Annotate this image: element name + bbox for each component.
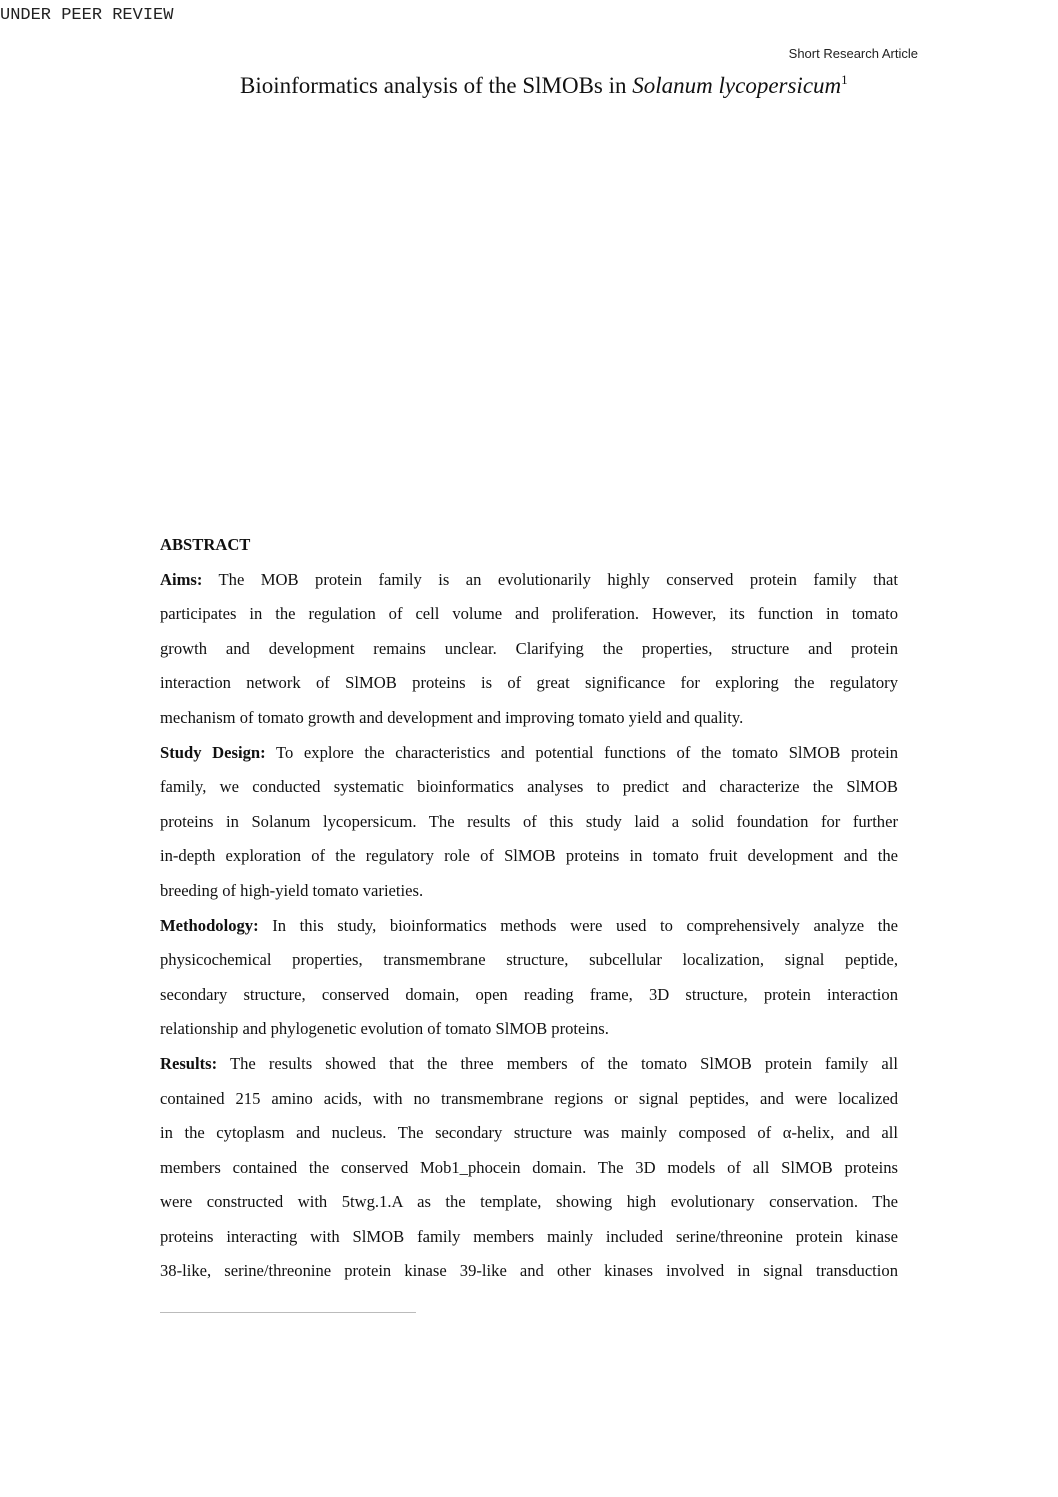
text-line (160, 736, 898, 771)
line-text: In this study, bioinformatics methods were used to comprehensively analyze the (258, 915, 898, 935)
line-text: breeding of high-yield tomato varieties. (160, 880, 424, 900)
abstract-paragraph (160, 563, 898, 736)
text-line (160, 632, 898, 667)
paper-title (240, 72, 848, 99)
text-line (160, 839, 898, 874)
text-line (160, 909, 898, 944)
text-line (160, 597, 898, 632)
abstract-paragraphs (160, 563, 898, 1289)
abstract-paragraph (160, 736, 898, 909)
text-line (160, 805, 898, 840)
abstract-paragraph (160, 909, 898, 1047)
text-line (160, 1012, 898, 1047)
text-line (160, 978, 898, 1013)
footnote-separator (160, 1312, 416, 1313)
text-line (160, 1185, 898, 1220)
line-text: The results showed that the three members of the tomato SlMOB protein family all (217, 1053, 898, 1073)
line-text: members contained the conserved Mob1_phocein domain. The 3D models of all SlMOB proteins (160, 1157, 898, 1177)
title-text: Bioinformatics analysis of the SlMOBs in (240, 73, 633, 98)
text-line (160, 1220, 898, 1255)
text-line (160, 770, 898, 805)
title-footnote-mark: 1 (841, 72, 848, 87)
text-line (160, 701, 898, 736)
paragraph-label: Aims: (160, 569, 203, 589)
line-text: relationship and phylogenetic evolution of tomato SlMOB proteins. (160, 1019, 609, 1039)
text-line (160, 1116, 898, 1151)
text-line (160, 943, 898, 978)
line-text: were constructed with 5twg.1.A as the template, showing high evolutionary conservation. The (160, 1192, 898, 1212)
text-line (160, 563, 898, 598)
line-text: in the cytoplasm and nucleus. The secondary structure was mainly composed of α-helix, and all (160, 1123, 898, 1143)
text-line (160, 1254, 898, 1289)
text-line (160, 1151, 898, 1186)
abstract (160, 528, 898, 1289)
paragraph-label: Results: (160, 1053, 218, 1073)
text-line (160, 1082, 898, 1117)
under-review-watermark: UNDER PEER REVIEW (0, 6, 174, 25)
line-text: secondary structure, conserved domain, open reading frame, 3D structure, protein interaction (160, 984, 898, 1004)
text-line (160, 666, 898, 701)
line-text: family, we conducted systematic bioinformatics analyses to predict and characterize the SlMOB (160, 777, 898, 797)
line-text: proteins interacting with SlMOB family members mainly included serine/threonine protein kinase (160, 1226, 898, 1246)
article-type: Short Research Article (788, 46, 918, 61)
line-text: growth and development remains unclear. Clarifying the properties, structure and protein (160, 638, 898, 658)
abstract-heading: ABSTRACT (160, 535, 251, 554)
abstract-paragraph (160, 1047, 898, 1289)
line-text: To explore the characteristics and potential functions of the tomato SlMOB protein (265, 742, 898, 762)
line-text: contained 215 amino acids, with no transmembrane regions or signal peptides, and were localized (160, 1088, 898, 1108)
text-line (160, 1047, 898, 1082)
text-line (160, 874, 898, 909)
paragraph-label: Study Design: (160, 742, 266, 762)
line-text: The MOB protein family is an evolutionarily highly conserved protein family that (202, 569, 898, 589)
line-text: interaction network of SlMOB proteins is of great significance for exploring the regulatory (160, 673, 898, 693)
title-species: Solanum lycopersicum (632, 73, 842, 98)
line-text: proteins in Solanum lycopersicum. The results of this study laid a solid foundation for further (160, 811, 898, 831)
line-text: participates in the regulation of cell volume and proliferation. However, its function in tomato (160, 604, 898, 624)
line-text: in-depth exploration of the regulatory role of SlMOB proteins in tomato fruit development and the (160, 846, 898, 866)
line-text: 38-like, serine/threonine protein kinase 39-like and other kinases involved in signal transduction (160, 1261, 898, 1281)
line-text: mechanism of tomato growth and development and improving tomato yield and quality. (160, 707, 744, 727)
line-text: physicochemical properties, transmembrane structure, subcellular localization, signal peptide, (160, 950, 898, 970)
paragraph-label: Methodology: (160, 915, 259, 935)
